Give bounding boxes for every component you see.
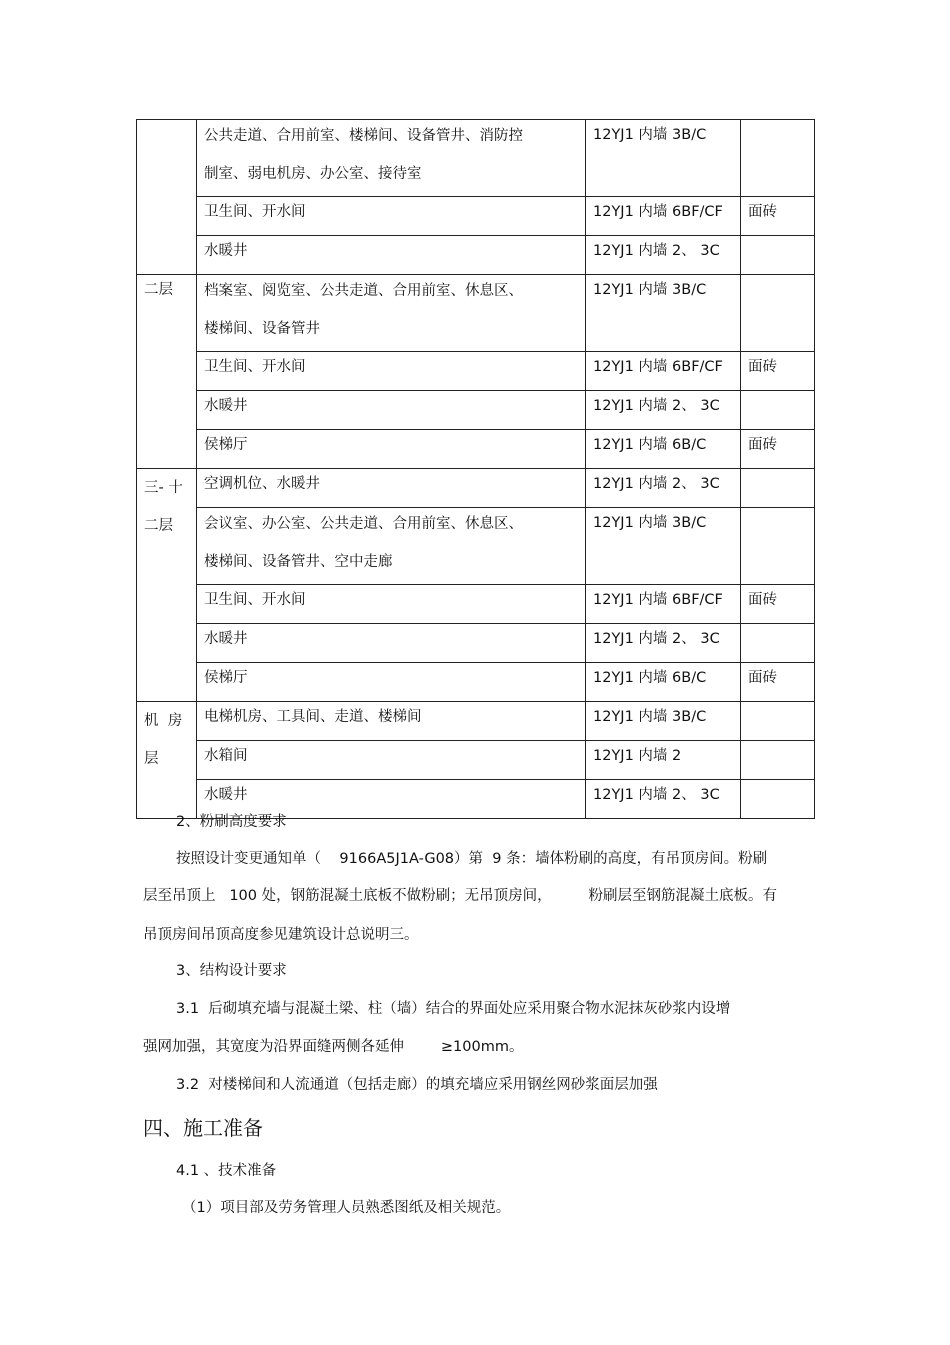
- note-cell: 面砖: [741, 430, 815, 469]
- area-cell: 公共走道、合用前室、楼梯间、设备管井、消防控 制室、弱电机房、办公室、接待室: [197, 120, 586, 197]
- paragraph-line: 强网加强，其宽度为沿界面缝两侧各延伸 ≥100mm。: [143, 1039, 524, 1055]
- spec-cell: 12YJ1 内墙 3B/C: [586, 120, 741, 197]
- spec-cell: 12YJ1 内墙 2、 3C: [586, 624, 741, 663]
- spec-cell: 12YJ1 内墙 6B/C: [586, 663, 741, 702]
- note-cell: [741, 275, 815, 352]
- spec-cell: 12YJ1 内墙 6BF/CF: [586, 585, 741, 624]
- table-row: [137, 197, 815, 236]
- table-row: [137, 120, 815, 197]
- paragraph-line: 按照设计变更通知单（ 9166A5J1A-G08）第 9 条：墙体粉刷的高度，有吊顶房间。粉刷: [176, 851, 768, 867]
- note-cell: [741, 120, 815, 197]
- floor-cell: 二层: [137, 275, 197, 469]
- note-cell: 面砖: [741, 197, 815, 236]
- area-cell: 水暖井: [197, 624, 586, 663]
- spec-cell: 12YJ1 内墙 2: [586, 741, 741, 780]
- paragraph-line: 3.1 后砌填充墙与混凝土梁、柱（墙）结合的界面处应采用聚合物水泥抹灰砂浆内设增: [176, 1001, 731, 1017]
- spec-cell: 12YJ1 内墙 6B/C: [586, 430, 741, 469]
- table-row: [137, 702, 815, 741]
- table-row: [137, 352, 815, 391]
- area-cell: 侯梯厅: [197, 430, 586, 469]
- spec-cell: 12YJ1 内墙 3B/C: [586, 508, 741, 585]
- note-cell: [741, 391, 815, 430]
- floor-cell: [137, 120, 197, 275]
- area-cell: 卫生间、开水间: [197, 585, 586, 624]
- note-cell: 面砖: [741, 663, 815, 702]
- area-cell: 卫生间、开水间: [197, 197, 586, 236]
- note-cell: 面砖: [741, 585, 815, 624]
- table-row: [137, 624, 815, 663]
- note-cell: [741, 741, 815, 780]
- subsection-4-1-title: 4.1 、技术准备: [176, 1163, 277, 1179]
- area-cell: 水暖井: [197, 391, 586, 430]
- area-cell: 卫生间、开水间: [197, 352, 586, 391]
- table-row: [137, 508, 815, 585]
- section-3-title: 3、结构设计要求: [176, 963, 287, 979]
- paragraph-line: 层至吊顶上 100 处，钢筋混凝土底板不做粉刷；无吊顶房间， 粉刷层至钢筋混凝土底板。有: [143, 888, 777, 904]
- paragraph-line: （1）项目部及劳务管理人员熟悉图纸及相关规范。: [182, 1200, 511, 1216]
- paragraph-line: 3.2 对楼梯间和人流通道（包括走廊）的填充墙应采用钢丝网砂浆面层加强: [176, 1077, 658, 1093]
- table-row: [137, 430, 815, 469]
- area-cell: 电梯机房、工具间、走道、楼梯间: [197, 702, 586, 741]
- floor-cell: 机 房 层: [137, 702, 197, 819]
- area-cell: 空调机位、水暖井: [197, 469, 586, 508]
- finish-spec-table: [136, 119, 815, 819]
- spec-cell: 12YJ1 内墙 2、 3C: [586, 236, 741, 275]
- spec-cell: 12YJ1 内墙 6BF/CF: [586, 197, 741, 236]
- spec-cell: 12YJ1 内墙 3B/C: [586, 275, 741, 352]
- note-cell: [741, 236, 815, 275]
- area-cell: 侯梯厅: [197, 663, 586, 702]
- area-cell: 水箱间: [197, 741, 586, 780]
- spec-cell: 12YJ1 内墙 6BF/CF: [586, 352, 741, 391]
- note-cell: [741, 702, 815, 741]
- spec-cell: 12YJ1 内墙 3B/C: [586, 702, 741, 741]
- area-cell: 水暖井: [197, 780, 586, 819]
- section-2-title: 2、粉刷高度要求: [176, 814, 287, 830]
- table-row: [137, 469, 815, 508]
- table-row: [137, 275, 815, 352]
- chapter-4-heading: 四、施工准备: [143, 1116, 263, 1140]
- table-row: [137, 663, 815, 702]
- area-cell: 档案室、阅览室、公共走道、合用前室、休息区、 楼梯间、设备管井: [197, 275, 586, 352]
- floor-cell: 三- 十 二层: [137, 469, 197, 702]
- table-row: [137, 585, 815, 624]
- table-row: [137, 391, 815, 430]
- table-row: [137, 741, 815, 780]
- note-cell: [741, 469, 815, 508]
- table-row: [137, 236, 815, 275]
- spec-cell: 12YJ1 内墙 2、 3C: [586, 469, 741, 508]
- spec-cell: 12YJ1 内墙 2、 3C: [586, 391, 741, 430]
- note-cell: [741, 624, 815, 663]
- note-cell: 面砖: [741, 352, 815, 391]
- note-cell: [741, 508, 815, 585]
- spec-cell: 12YJ1 内墙 2、 3C: [586, 780, 741, 819]
- paragraph-line: 吊顶房间吊顶高度参见建筑设计总说明三。: [143, 927, 419, 943]
- area-cell: 会议室、办公室、公共走道、合用前室、休息区、 楼梯间、设备管井、空中走廊: [197, 508, 586, 585]
- area-cell: 水暖井: [197, 236, 586, 275]
